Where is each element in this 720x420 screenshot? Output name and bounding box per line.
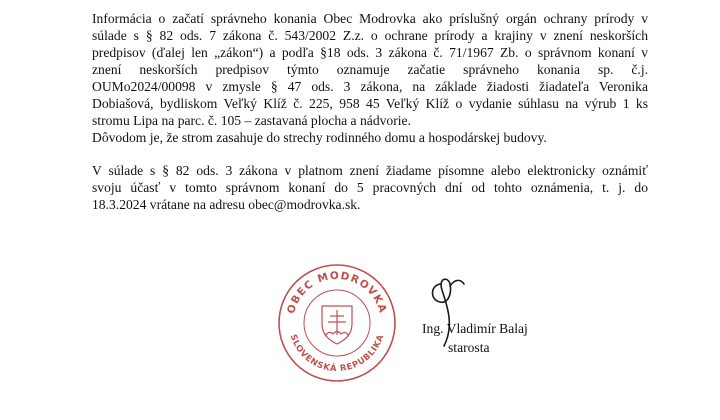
text-line: Informácia o začatí správneho konania Obec Modrovka ako príslušný orgán ochrany prírody v bbox=[92, 11, 648, 26]
stamp-bottom-text: SLOVENSKÁ REPUBLIKA bbox=[287, 333, 387, 375]
text-line: svoju účasť v tomto správnom konaní do 5 pracovných dní od tohto oznámenia, t. j. do bbox=[92, 180, 648, 195]
text-line: súlade s § 82 ods. 7 zákona č. 543/2002 Z.z. o ochrane prírody a krajiny v znení neskorších bbox=[92, 28, 648, 43]
text-line: Dôvodom je, že strom zasahuje do strechy rodinného domu a hospodárskej budovy. bbox=[92, 130, 547, 145]
text-line: OUMo2024/00098 v zmysle § 47 ods. 3 zákona, na základe žiadosti žiadateľa Veronika bbox=[92, 79, 648, 94]
text-line: V súlade s § 82 ods. 3 zákona v platnom znení žiadame písomne alebo elektronicky oznámiť bbox=[92, 163, 648, 178]
signer-name: Ing. Vladimír Balaj bbox=[422, 321, 528, 336]
official-stamp bbox=[276, 262, 398, 384]
notice-paragraph bbox=[92, 10, 648, 146]
text-line: stromu Lipa na parc. č. 105 – zastavaná plocha a nádvorie. bbox=[92, 113, 411, 128]
text-line: Dobiašová, bydliskom Veľký Klíž č. 225, 958 45 Veľký Klíž o vydanie súhlasu na výrub 1 ks bbox=[92, 96, 648, 111]
text-line: predpisov (ďalej len „zákon“) a podľa §18 ods. 3 zákona č. 71/1967 Zb. o správnom konaní v bbox=[92, 45, 648, 60]
signer-role: starosta bbox=[448, 340, 490, 355]
signature-block bbox=[422, 319, 528, 357]
participation-paragraph bbox=[92, 162, 648, 213]
text-line: znení neskorších predpisov týmto oznamuje začatie správneho konania sp. č.j. bbox=[92, 62, 648, 77]
stamp-top-text: OBEC MODROVKA bbox=[285, 269, 389, 316]
text-line: 18.3.2024 vrátane na adresu obec@modrovka.sk. bbox=[92, 197, 361, 212]
coat-of-arms-icon bbox=[322, 306, 352, 344]
